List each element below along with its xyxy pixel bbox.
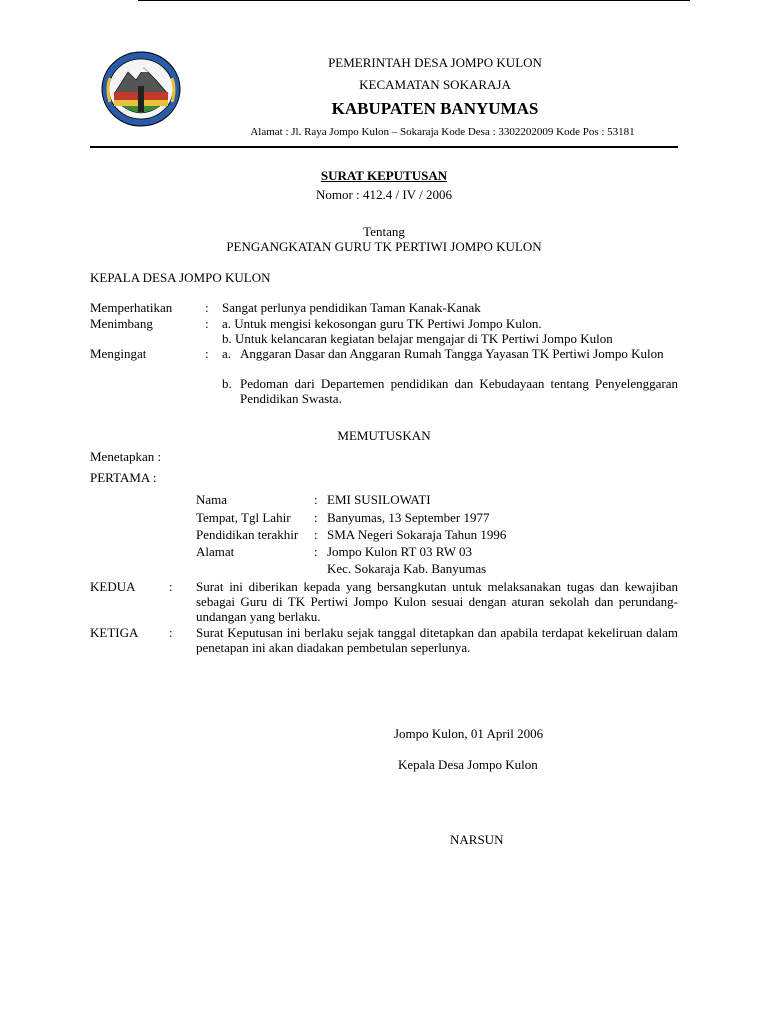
document-title: SURAT KEPUTUSAN: [320, 168, 448, 183]
ketiga-text: Surat Keputusan ini berlaku sejak tanggal ditetapkan dan apabila terdapat kekeliruan dalam penetapan ini akan diadakan pembetulan seperlunya.: [196, 625, 678, 655]
mengingat-colon: :: [205, 346, 209, 361]
alamat-label: Alamat: [196, 544, 235, 559]
nama-value: EMI SUSILOWATI: [327, 492, 431, 507]
menimbang-colon: :: [205, 316, 209, 331]
nama-label: Nama: [196, 492, 228, 507]
document-subject: PENGANGKATAN GURU TK PERTIWI JOMPO KULON: [226, 239, 542, 254]
nama-colon: :: [314, 492, 318, 507]
issuer: KEPALA DESA JOMPO KULON: [90, 270, 271, 285]
signature-name: NARSUN: [450, 832, 504, 847]
signature-place-date: Jompo Kulon, 01 April 2006: [394, 726, 544, 741]
alamat-value-1: Jompo Kulon RT 03 RW 03: [327, 544, 473, 559]
mengingat-a-marker: a.: [222, 346, 232, 361]
menetapkan-label: Menetapkan :: [90, 449, 162, 464]
kedua-label: KEDUA: [90, 579, 136, 594]
memperhatikan-label: Memperhatikan: [90, 300, 173, 315]
ttl-value: Banyumas, 13 September 1977: [327, 510, 490, 525]
header-address: Alamat : Jl. Raya Jompo Kulon – Sokaraja Kode Desa : 3302202009 Kode Pos : 53181: [250, 126, 635, 138]
header-regency: KABUPATEN BANYUMAS: [331, 99, 539, 118]
pendidikan-colon: :: [314, 527, 318, 542]
header-district: KECAMATAN SOKARAJA: [359, 77, 511, 92]
alamat-colon: :: [314, 544, 318, 559]
menimbang-a: a. Untuk mengisi kekosongan guru TK Pertiwi Jompo Kulon.: [222, 316, 542, 331]
header-divider: [90, 146, 678, 148]
ketiga-label: KETIGA: [90, 625, 139, 640]
about-label: Tentang: [363, 224, 405, 239]
kedua-colon: :: [169, 579, 173, 594]
pendidikan-value: SMA Negeri Sokaraja Tahun 1996: [327, 527, 507, 542]
mengingat-a: Anggaran Dasar dan Anggaran Rumah Tangga Yayasan TK Pertiwi Jompo Kulon: [240, 346, 664, 361]
memperhatikan-text: Sangat perlunya pendidikan Taman Kanak-Kanak: [222, 300, 481, 315]
mengingat-b: Pedoman dari Departemen pendidikan dan Kebudayaan tentang Penyelenggaran Pendidikan Swasta.: [240, 376, 678, 406]
mengingat-label: Mengingat: [90, 346, 147, 361]
pendidikan-label: Pendidikan terakhir: [196, 527, 299, 542]
menimbang-label: Menimbang: [90, 316, 153, 331]
ttl-colon: :: [314, 510, 318, 525]
kedua-text: Surat ini diberikan kepada yang bersangkutan untuk melaksanakan tugas dan kewajiban sebagai Guru di TK Pertiwi Jompo Kulon sesuai dengan aturan sekolah dan perundang-undangan yang berlaku.: [196, 579, 678, 624]
ketiga-colon: :: [169, 625, 173, 640]
menimbang-b: b. Untuk kelancaran kegiatan belajar mengajar di TK Pertiwi Jompo Kulon: [222, 331, 613, 346]
pertama-label: PERTAMA :: [90, 470, 157, 485]
memperhatikan-colon: :: [205, 300, 209, 315]
alamat-value-2: Kec. Sokaraja Kab. Banyumas: [327, 561, 487, 576]
ttl-label: Tempat, Tgl Lahir: [196, 510, 291, 525]
top-border-line: [138, 0, 690, 1]
header-government: PEMERINTAH DESA JOMPO KULON: [328, 55, 542, 70]
mengingat-b-marker: b.: [222, 376, 232, 391]
document-number: Nomor : 412.4 / IV / 2006: [316, 187, 452, 202]
decision-heading: MEMUTUSKAN: [337, 428, 431, 443]
signature-position: Kepala Desa Jompo Kulon: [398, 757, 538, 772]
regency-emblem-icon: [100, 50, 182, 128]
